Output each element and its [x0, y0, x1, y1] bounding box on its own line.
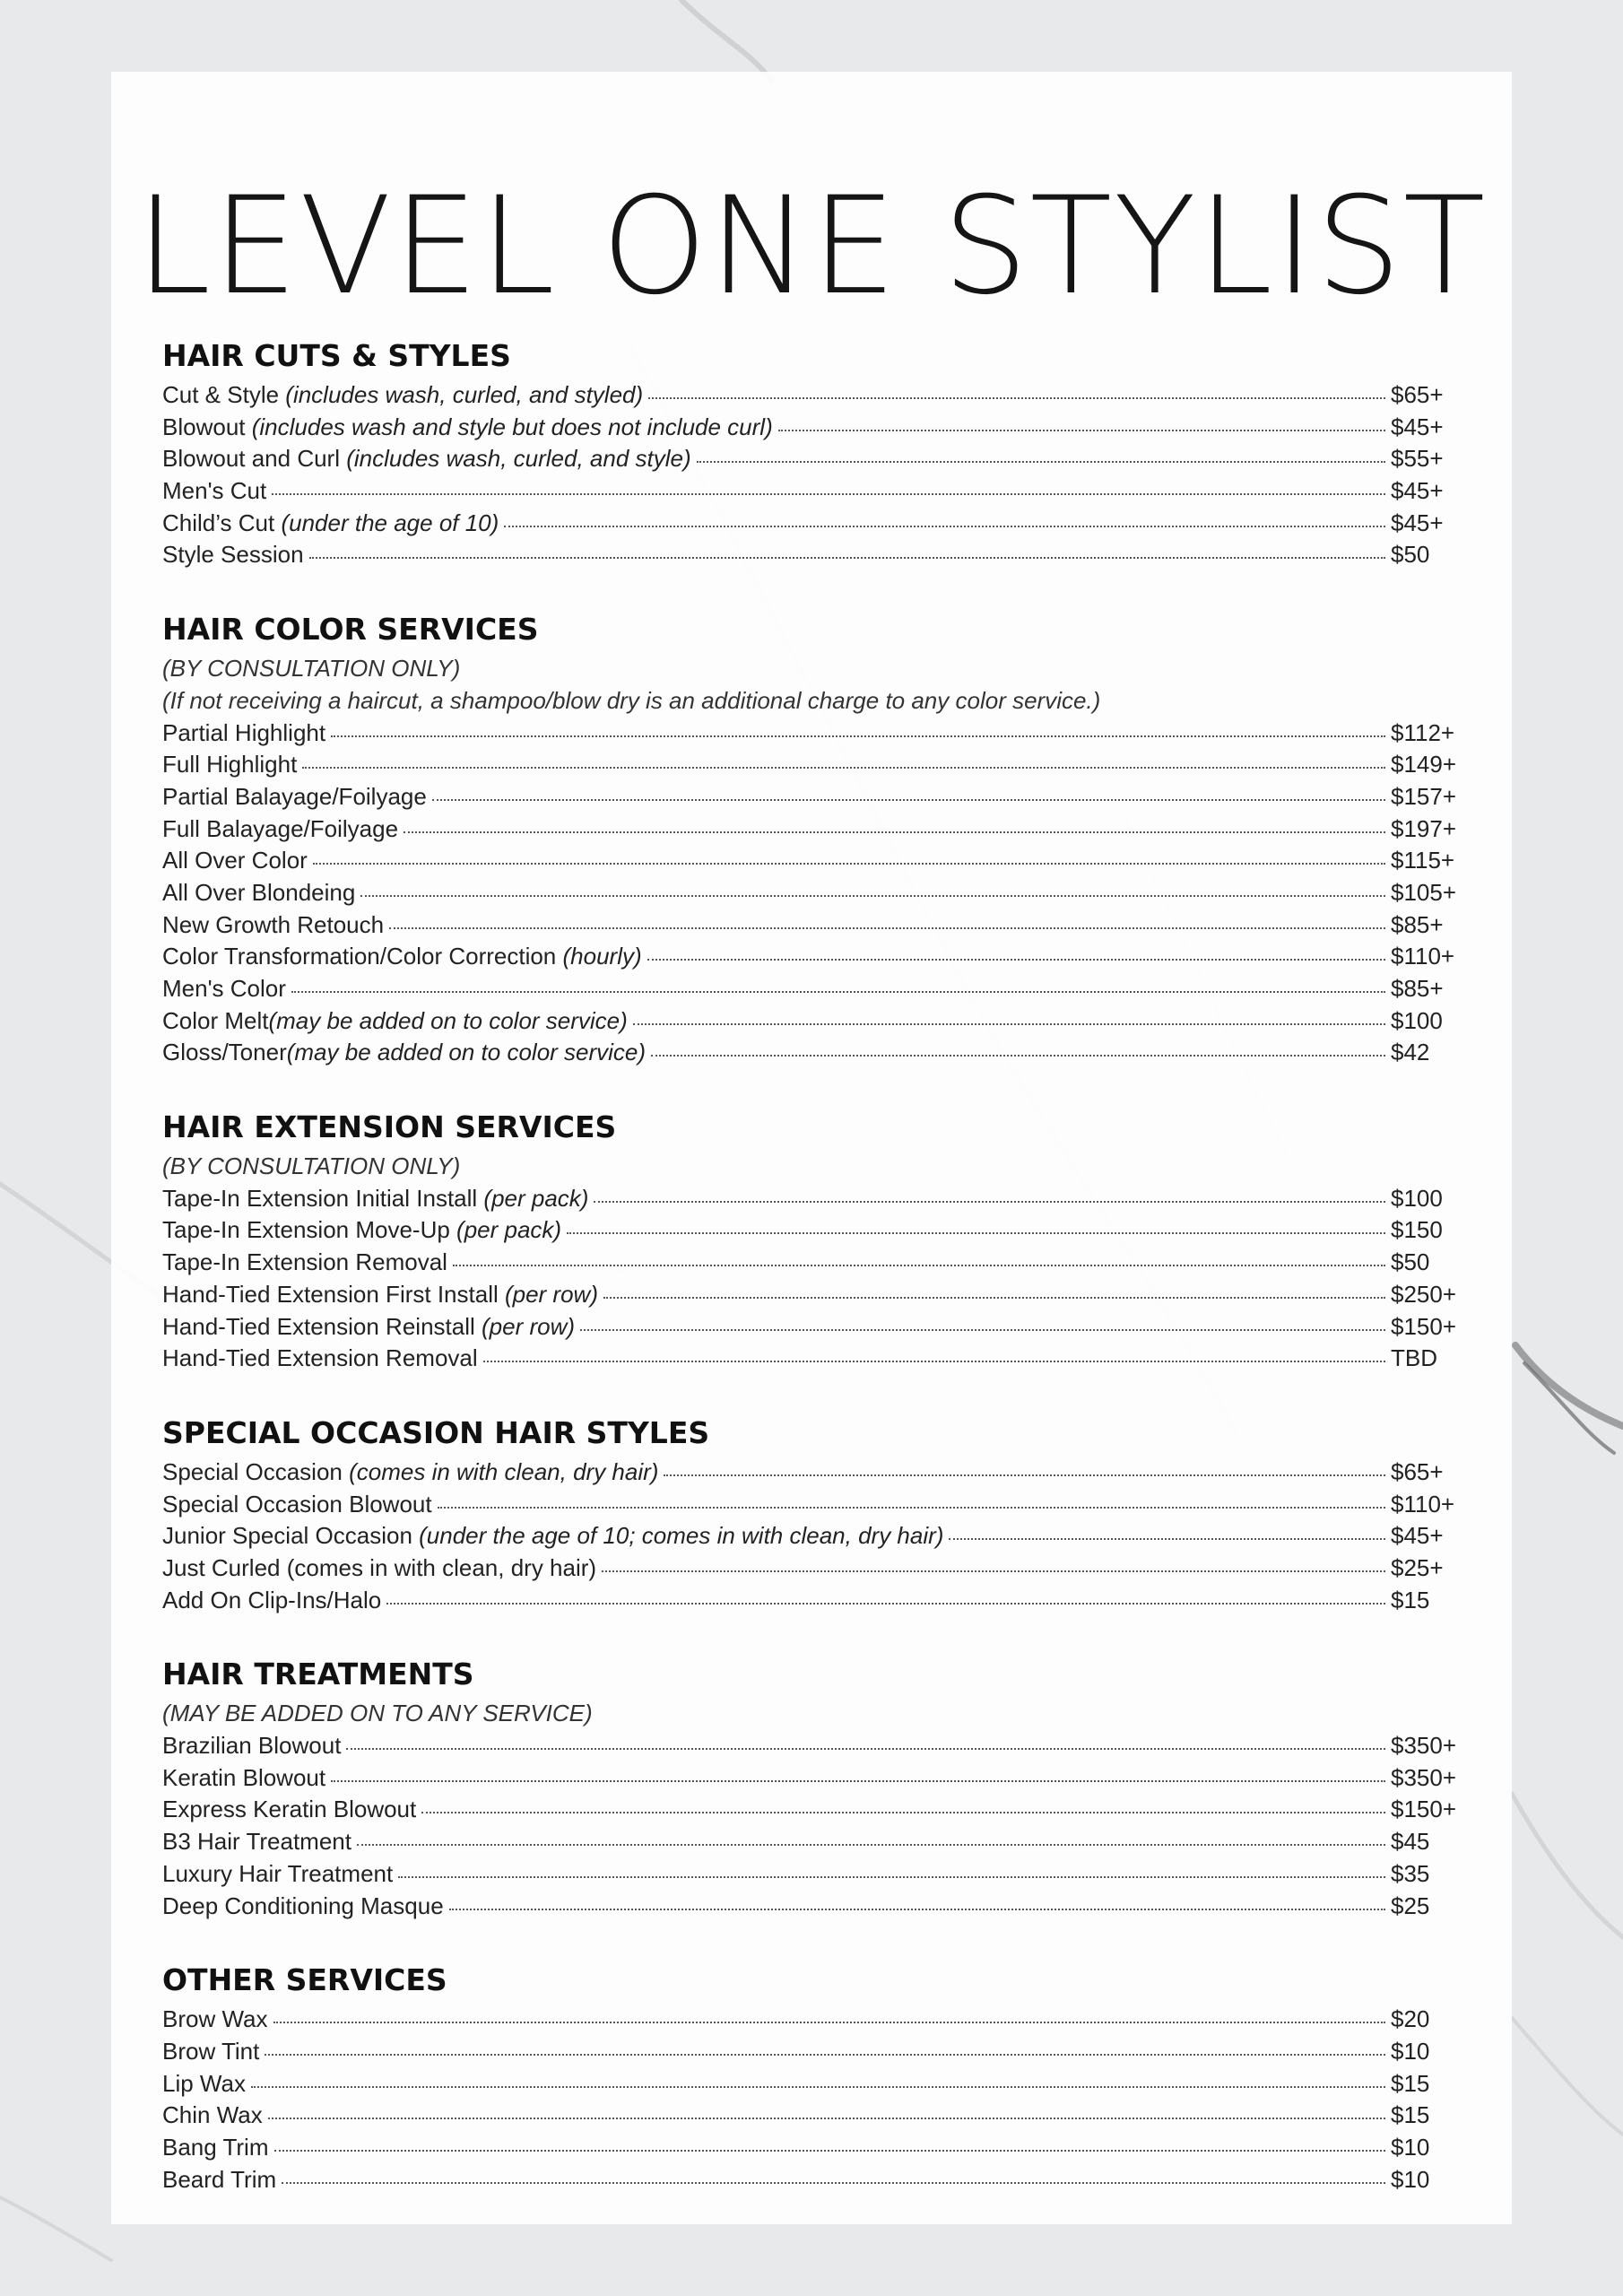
service-price: TBD [1391, 1344, 1437, 1372]
service-name: Color Transformation/Color Correction [162, 943, 563, 970]
service-label [162, 508, 499, 540]
service-row [162, 1311, 1462, 1344]
service-label [162, 1005, 628, 1038]
page-title: LEVEL ONE STYLIST [135, 169, 1488, 325]
section-note: (MAY BE ADDED ON TO ANY SERVICE) [162, 1700, 593, 1727]
service-row [162, 1183, 1462, 1215]
service-price: $35 [1391, 1859, 1430, 1887]
service-label [162, 813, 398, 846]
dot-leader [603, 1296, 1385, 1299]
dot-leader [697, 460, 1385, 463]
service-label [162, 539, 304, 571]
service-price: $115+ [1391, 847, 1455, 874]
dot-leader [602, 1570, 1385, 1572]
service-price: $45 [1391, 1828, 1430, 1856]
service-name: Tape-In Extension Removal [162, 1248, 447, 1276]
service-row [162, 1489, 1462, 1521]
section-heading: HAIR TREATMENTS [162, 1657, 474, 1692]
service-price: $150+ [1391, 1312, 1457, 1340]
service-price: $50 [1391, 1248, 1430, 1276]
service-label [162, 1489, 432, 1521]
service-row [162, 475, 1462, 508]
service-name: Keratin Blowout [162, 1763, 326, 1791]
service-detail: (per pack) [483, 1184, 589, 1212]
service-label [162, 781, 427, 813]
service-label [162, 1343, 478, 1375]
service-row [162, 1520, 1462, 1552]
service-row [162, 718, 1462, 750]
dot-leader [309, 556, 1385, 559]
service-price: $15 [1391, 2101, 1430, 2129]
service-menu [162, 336, 1462, 2234]
dot-leader [273, 2021, 1386, 2023]
service-label [162, 1247, 447, 1279]
dot-leader [449, 1908, 1385, 1910]
service-label [162, 1279, 598, 1311]
dot-leader [664, 1474, 1385, 1476]
service-price: $85+ [1391, 910, 1444, 938]
service-price: $25 [1391, 1892, 1430, 1919]
service-price: $50 [1391, 541, 1430, 569]
dot-leader [313, 862, 1385, 865]
service-name: Cut & Style [162, 381, 286, 408]
service-name: B3 Hair Treatment [162, 1828, 352, 1856]
service-price: $45+ [1391, 413, 1444, 440]
service-price: $150+ [1391, 1796, 1457, 1823]
service-price: $350+ [1391, 1732, 1457, 1760]
service-label [162, 973, 286, 1005]
service-label [162, 443, 691, 475]
service-detail: (includes wash, curled, and style) [346, 445, 691, 473]
service-detail: (includes wash and style but does not include curl) [251, 413, 773, 440]
menu-section [162, 1413, 1462, 1616]
dot-leader [302, 766, 1385, 769]
service-detail: (under the age of 10) [281, 509, 499, 536]
service-row [162, 1005, 1462, 1038]
service-price: $100 [1391, 1006, 1443, 1034]
service-label [162, 1794, 416, 1826]
service-row [162, 973, 1462, 1005]
dot-leader [647, 958, 1385, 961]
service-price: $157+ [1391, 782, 1457, 810]
service-name: Hand-Tied Extension Removal [162, 1344, 478, 1372]
service-row [162, 813, 1462, 846]
service-row [162, 1552, 1462, 1585]
dot-leader [633, 1022, 1385, 1025]
service-name: Child’s Cut [162, 509, 282, 536]
service-row [162, 1279, 1462, 1311]
service-row [162, 845, 1462, 877]
service-row [162, 1037, 1462, 1069]
service-price: $45+ [1391, 1522, 1444, 1550]
dot-leader [291, 990, 1385, 993]
menu-section [162, 1655, 1462, 1922]
service-label [162, 941, 642, 973]
service-price: $10 [1391, 2133, 1430, 2161]
service-detail: (per row) [482, 1312, 576, 1340]
service-price: $350+ [1391, 1763, 1457, 1791]
dot-leader [504, 525, 1385, 527]
dot-leader [432, 798, 1385, 801]
service-label [162, 1891, 444, 1923]
service-row [162, 2132, 1462, 2164]
dot-leader [483, 1360, 1385, 1362]
section-heading: SPECIAL OCCASION HAIR STYLES [162, 1414, 710, 1450]
service-label [162, 1520, 943, 1552]
service-detail: (may be added on to color service) [268, 1006, 628, 1034]
section-note: (If not receiving a haircut, a shampoo/blow dry is an additional charge to any color service.) [162, 686, 1101, 714]
dot-leader [453, 1264, 1385, 1266]
service-price: $15 [1391, 2069, 1430, 2097]
service-name: Color Melt [162, 1006, 269, 1034]
service-name: Men's Cut [162, 477, 267, 505]
service-label [162, 1457, 658, 1489]
dot-leader [778, 429, 1385, 431]
service-label [162, 1585, 381, 1617]
service-name: Style Session [162, 541, 304, 569]
service-row [162, 1343, 1462, 1375]
dot-leader [949, 1537, 1385, 1540]
service-price: $45+ [1391, 509, 1444, 536]
dot-leader [651, 1054, 1385, 1057]
service-label [162, 2068, 246, 2100]
dot-leader [331, 735, 1385, 737]
service-label [162, 1183, 588, 1215]
service-detail: (hourly) [562, 943, 642, 970]
service-name: Gloss/Toner [162, 1039, 287, 1066]
dot-leader [265, 2053, 1385, 2056]
service-price: $85+ [1391, 975, 1444, 1003]
service-row [162, 1762, 1462, 1795]
service-price: $25+ [1391, 1553, 1444, 1581]
service-price: $42 [1391, 1039, 1430, 1066]
service-name: Hand-Tied Extension Reinstall [162, 1312, 482, 1340]
service-label [162, 412, 773, 444]
service-detail: (includes wash, curled, and styled) [285, 381, 644, 408]
service-name: Blowout [162, 413, 252, 440]
dot-leader [398, 1875, 1385, 1878]
service-name: Special Occasion Blowout [162, 1490, 432, 1518]
dot-leader [282, 2181, 1385, 2184]
service-price: $150 [1391, 1216, 1443, 1244]
service-label [162, 845, 308, 877]
service-label [162, 2004, 268, 2036]
service-name: Junior Special Occasion [162, 1522, 420, 1550]
service-label [162, 2036, 259, 2068]
service-price: $100 [1391, 1184, 1443, 1212]
service-name: All Over Color [162, 847, 308, 874]
service-detail: (comes in with clean, dry hair) [349, 1457, 659, 1485]
service-label [162, 379, 643, 412]
dot-leader [357, 1843, 1385, 1846]
service-detail: (per row) [504, 1280, 598, 1308]
dot-leader [567, 1231, 1385, 1234]
service-price: $105+ [1391, 878, 1457, 906]
service-name: Just Curled (comes in with clean, dry hair) [162, 1553, 597, 1581]
service-price: $15 [1391, 1586, 1430, 1613]
service-label [162, 1858, 393, 1891]
service-name: Full Balayage/Foilyage [162, 814, 399, 842]
service-name: Blowout and Curl [162, 445, 347, 473]
dot-leader [648, 396, 1385, 399]
service-row [162, 1891, 1462, 1923]
service-price: $45+ [1391, 477, 1444, 505]
service-name: Hand-Tied Extension First Install [162, 1280, 505, 1308]
section-note: (BY CONSULTATION ONLY) [162, 655, 461, 683]
section-note: (BY CONSULTATION ONLY) [162, 1152, 461, 1180]
service-name: Luxury Hair Treatment [162, 1859, 394, 1887]
service-row [162, 2068, 1462, 2100]
dot-leader [251, 2085, 1385, 2088]
service-row [162, 1858, 1462, 1891]
service-name: Full Highlight [162, 751, 298, 778]
service-row [162, 877, 1462, 909]
service-row [162, 1794, 1462, 1826]
service-label [162, 2100, 263, 2132]
service-price: $110+ [1391, 1490, 1455, 1518]
service-row [162, 412, 1462, 444]
service-price: $20 [1391, 2005, 1430, 2033]
service-label [162, 1826, 352, 1858]
dot-leader [594, 1200, 1385, 1203]
service-row [162, 749, 1462, 781]
service-row [162, 1585, 1462, 1617]
service-row [162, 379, 1462, 412]
service-detail: (under the age of 10; comes in with clean, dry hair) [419, 1522, 944, 1550]
service-row [162, 909, 1462, 942]
dot-leader [386, 1602, 1385, 1605]
service-price: $112+ [1391, 718, 1455, 746]
service-price: $110+ [1391, 943, 1455, 970]
service-row [162, 1214, 1462, 1247]
service-price: $65+ [1391, 1457, 1444, 1485]
service-label [162, 1037, 646, 1069]
service-name: Tape-In Extension Move-Up [162, 1216, 457, 1244]
section-heading: OTHER SERVICES [162, 1962, 447, 1998]
service-name: Brow Wax [162, 2005, 268, 2033]
service-price: $65+ [1391, 381, 1444, 408]
service-price: $55+ [1391, 445, 1444, 473]
dot-leader [389, 926, 1385, 929]
service-label [162, 1730, 341, 1762]
menu-section [162, 610, 1462, 1069]
section-heading: HAIR COLOR SERVICES [162, 612, 539, 648]
service-name: Deep Conditioning Masque [162, 1892, 444, 1919]
service-name: Tape-In Extension Initial Install [162, 1184, 484, 1212]
service-name: Men's Color [162, 975, 286, 1003]
service-label [162, 2164, 276, 2196]
service-name: Express Keratin Blowout [162, 1796, 417, 1823]
service-price: $10 [1391, 2037, 1430, 2065]
service-row [162, 2100, 1462, 2132]
service-label [162, 1214, 561, 1247]
section-heading: HAIR EXTENSION SERVICES [162, 1109, 617, 1145]
service-name: Brazilian Blowout [162, 1732, 342, 1760]
service-name: Add On Clip-Ins/Halo [162, 1586, 382, 1613]
service-name: All Over Blondeing [162, 878, 356, 906]
dot-leader [274, 2149, 1386, 2152]
service-detail: (per pack) [456, 1216, 562, 1244]
dot-leader [346, 1747, 1385, 1750]
service-row [162, 2004, 1462, 2036]
service-row [162, 2036, 1462, 2068]
service-price: $10 [1391, 2165, 1430, 2193]
service-price: $197+ [1391, 814, 1457, 842]
service-name: Beard Trim [162, 2165, 277, 2193]
service-label [162, 1762, 325, 1795]
dot-leader [331, 1779, 1385, 1782]
service-label [162, 877, 355, 909]
menu-section [162, 336, 1462, 571]
dot-leader [268, 2117, 1385, 2119]
service-row [162, 1457, 1462, 1489]
dot-leader [404, 831, 1385, 833]
service-label [162, 718, 325, 750]
service-name: Special Occasion [162, 1457, 350, 1485]
service-name: New Growth Retouch [162, 910, 385, 938]
dot-leader [421, 1811, 1385, 1813]
section-heading: HAIR CUTS & STYLES [162, 338, 511, 373]
service-row [162, 2164, 1462, 2196]
service-row [162, 781, 1462, 813]
service-name: Partial Highlight [162, 718, 326, 746]
service-price: $250+ [1391, 1280, 1457, 1308]
service-label [162, 2132, 269, 2164]
service-name: Partial Balayage/Foilyage [162, 782, 427, 810]
service-row [162, 443, 1462, 475]
service-label [162, 1552, 596, 1585]
menu-section [162, 1961, 1462, 2196]
service-row [162, 539, 1462, 571]
service-row [162, 508, 1462, 540]
service-row [162, 1730, 1462, 1762]
service-name: Chin Wax [162, 2101, 263, 2129]
service-price: $149+ [1391, 751, 1457, 778]
dot-leader [438, 1506, 1385, 1509]
service-row [162, 941, 1462, 973]
service-label [162, 749, 297, 781]
service-label [162, 475, 266, 508]
service-row [162, 1247, 1462, 1279]
service-label [162, 909, 384, 942]
service-detail: (may be added on to color service) [286, 1039, 647, 1066]
service-row [162, 1826, 1462, 1858]
service-name: Bang Trim [162, 2133, 269, 2161]
dot-leader [272, 492, 1385, 495]
menu-section [162, 1108, 1462, 1375]
service-name: Brow Tint [162, 2037, 260, 2065]
service-name: Lip Wax [162, 2069, 246, 2097]
dot-leader [580, 1328, 1385, 1331]
dot-leader [360, 894, 1385, 897]
service-label [162, 1311, 575, 1344]
